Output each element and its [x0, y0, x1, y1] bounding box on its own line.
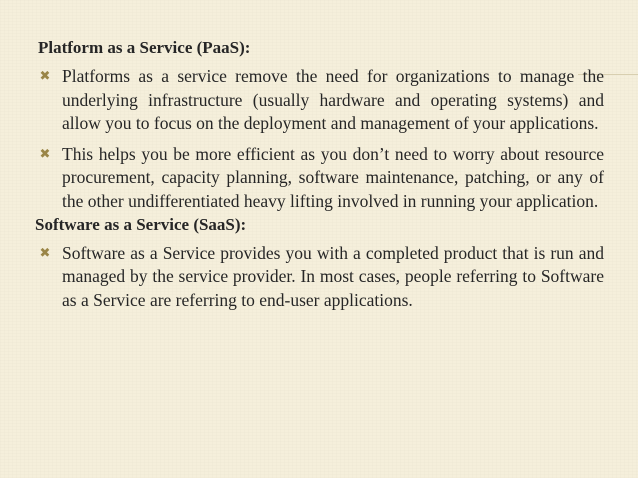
bullet-item: [38, 242, 604, 313]
bullet-text: Platforms as a service remove the need for organizations to manage the underlying infrastructure (usually hardware and operating systems) and allow you to focus on the deployment and management of your applications.: [62, 66, 604, 134]
bullet-text: This helps you be more efficient as you don’t need to worry about resource procurement, capacity planning, software maintenance, patching, or any of the other undifferentiated heavy lifting involved in running your application.: [62, 143, 604, 211]
section-heading-saas: Software as a Service (SaaS):: [35, 214, 247, 234]
x-mark-icon: ✖: [39, 245, 51, 261]
bullet-text: Software as a Service provides you with a completed product that is run and managed by the service provider. In most cases, people referring to Software as a Service are referring to end-user applications.: [62, 242, 604, 310]
slide-content: [35, 37, 604, 312]
bullet-list-paas: [38, 65, 604, 214]
bullet-item: [38, 65, 604, 136]
bullet-list-saas: [38, 242, 604, 313]
x-mark-icon: ✖: [39, 69, 51, 84]
bullet-item: [38, 143, 604, 214]
section-heading-paas: Platform as a Service (PaaS):: [38, 38, 251, 57]
x-mark-icon: ✖: [39, 146, 51, 162]
